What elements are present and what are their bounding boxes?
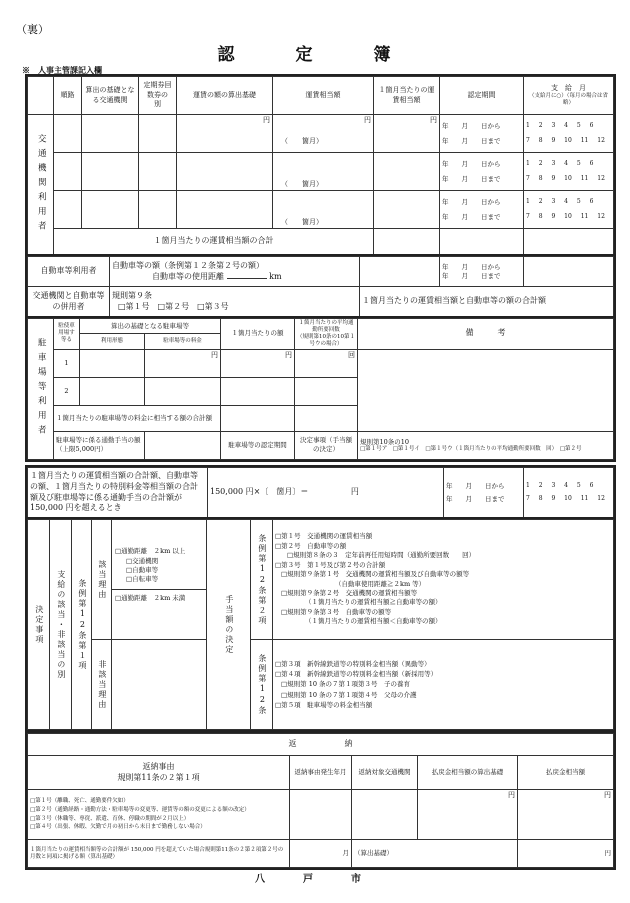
opt-l1: □第１号 交通機関の運賃相当額	[275, 532, 373, 541]
refund-r3: □第３号（休職等、専従、派遣、育休、停職の期間が２月以上）	[30, 815, 190, 822]
pay-calendar	[524, 115, 614, 153]
monthly-header: １箇月当たりの運賃相当額	[374, 77, 440, 115]
period-cell	[440, 153, 524, 191]
car-distance-label: 自動車等の使用距離	[152, 271, 224, 281]
parking-monthly-header: １箇月当たりの額	[221, 319, 295, 350]
opt-l9: □規則第９条第３号 自動車等の額等	[281, 607, 392, 616]
car-amount-label: 自動車等の額（条例第１２条第２号の額）	[112, 260, 264, 270]
parking-period-label: 駐車場等の認定期間	[221, 431, 295, 459]
page-title: 認 定 簿	[217, 45, 413, 65]
period-to: 年 月 日まで	[442, 212, 501, 221]
parking-decision-label: 決定事項（手当額の決定）	[295, 431, 358, 459]
cal-row1: 1 2 3 4 5 6	[526, 122, 594, 130]
opt-l8: （１箇月当たりの運賃相当額≧自動車等の額）	[305, 598, 442, 607]
cal-row2: 7 8 9 10 11 12	[526, 136, 605, 144]
period-from: 年 月 日から	[442, 121, 501, 130]
option-car: □自動車等	[126, 566, 159, 575]
refund-month: 月	[290, 840, 352, 868]
cal-row1: 1 2 3 4 5 6	[526, 482, 594, 490]
pay-month-label: 支 給 月	[551, 83, 586, 92]
months-paren: （ 箇月）	[281, 217, 323, 226]
refund-amount-header: 払戻金相当額	[518, 756, 614, 790]
option-bicycle: □自転車等	[126, 574, 159, 583]
fare-basis-yen: 円	[177, 115, 273, 153]
opt-l3: □規則第８条の３ 定年前再任用短時間（通勤所要回数 回）	[287, 551, 476, 560]
cal-row2: 7 8 9 10 11 12	[526, 494, 605, 502]
period-from: 年 月 日から	[442, 197, 501, 206]
cap-calc-cell	[208, 468, 444, 518]
refund-date-header: 返納事由発生年月	[290, 756, 352, 790]
parking-avg-sub: （規則第10条の10第１号ウの場合）	[297, 333, 355, 347]
refund-basis-yen: 円	[418, 790, 518, 840]
opt-m2: □第４項 新幹線鉄道等の特別料金相当額（新採用等）	[275, 669, 438, 678]
remarks-header: 備 考	[358, 319, 614, 350]
parking-fee-yen: 円	[145, 349, 221, 377]
refund-amount-yen: 円	[518, 790, 614, 840]
option-transit: □交通機関	[126, 557, 159, 566]
basis-header: 算出の基礎となる交通機関	[82, 77, 139, 115]
combo-rule: 規則第９条	[112, 290, 152, 300]
applicable-reason-label: 該当理由	[92, 520, 112, 640]
parking-table	[27, 318, 614, 460]
pay-month-header	[524, 77, 614, 115]
refund-r4: □第４号（出張、休暇、欠勤で月の初日から末日まで勤務しない場合）	[30, 824, 206, 831]
parking-fee-header: 駐車場等の料金	[145, 334, 221, 349]
combo-options: □第１号 □第２号 □第３号	[118, 301, 229, 311]
transport-table	[27, 76, 614, 255]
pay-calendar	[524, 153, 614, 191]
reverse-side-mark: （裏）	[16, 23, 49, 36]
parking-subtotal-label: １箇月当たりの駐車場等の料金に相当する額の合計額	[54, 405, 221, 431]
opt-l2: □第２号 自動車等の額	[275, 541, 347, 550]
article2-options	[273, 520, 614, 640]
refund-title: 返 納	[28, 734, 614, 756]
cap-table	[27, 467, 614, 518]
cal-row2: 7 8 9 10 11 12	[526, 212, 605, 220]
car-table	[27, 256, 614, 317]
opt-m4: □規則第 10 条の７第１項第４号 父母の介護	[281, 690, 417, 699]
city-name: 八 戸 市	[255, 874, 375, 885]
distance-over: □通勤距離 ２km 以上	[115, 546, 186, 555]
period-cell	[440, 191, 524, 229]
car-amount-cell	[110, 257, 360, 287]
opt-l6: （自動車使用距離≧２km 等）	[335, 579, 426, 588]
months-paren: （ 箇月）	[281, 137, 323, 146]
cal-row2: 7 8 9 10 11 12	[526, 174, 605, 182]
fare-equiv-yen: 円	[364, 116, 371, 124]
parking-use-header: 駐使車用場す等る	[54, 319, 80, 350]
opt-l10: （１箇月当たりの運賃相当額＜自動車等の額）	[305, 617, 442, 626]
refund-over-yen: 円	[518, 840, 614, 868]
applicable-options	[112, 520, 207, 640]
opt-m5: □第５項 駐車場等の料金相当額	[275, 701, 373, 710]
pay-month-sub: （支給月に○）（毎月の場合は省略）	[528, 93, 609, 107]
refund-r2: □第２号（通勤経路・通勤方法・駐車場等の変更等、運賃等の額の変更による額の改定）	[30, 806, 250, 813]
refund-target-header: 返納対象交通機関	[352, 756, 418, 790]
parking-avg-label: １箇月当たりの平均通勤所要回数	[298, 320, 354, 333]
period-to: 年 月 日まで	[442, 136, 501, 145]
car-period-cell	[440, 257, 524, 287]
article3-options	[273, 640, 614, 730]
period-from: 年 月 日から	[442, 262, 501, 271]
fare-total-label: １箇月当たりの運賃相当額の合計	[54, 229, 374, 255]
non-applicable-reason-label: 非該当理由	[92, 640, 112, 730]
article2-label: 条例第12条第２項	[251, 520, 273, 640]
parking-allowance-label: 駐車場等に係る通勤手当の額（上限5,000円）	[54, 431, 145, 459]
refund-over-label: １箇月当たりの運賃相当額等の合計額が 150,000 円を超えていた場合規則第11条の２第２項第２号の月数と同項に掲げる額（算出基礎）	[28, 840, 290, 868]
parking-times: 回	[295, 349, 358, 377]
period-header: 認定期間	[440, 77, 524, 115]
parking-monthly-yen: 円	[221, 349, 295, 377]
cap-calc: 150,000 円×〔 箇月〕＝	[210, 487, 309, 497]
period-cell	[440, 115, 524, 153]
rule10-options: □第１号ア □第１号イ □第１号ウ（１箇月当たりの平均通勤所要回数 回） □第２号	[360, 445, 582, 452]
fare-equiv-cell	[273, 191, 374, 229]
hr-section-note: ※ 人事主管課記入欄	[22, 65, 102, 75]
refund-reason-header	[28, 756, 290, 790]
car-user-label: 自動車等利用者	[28, 257, 110, 287]
cal-row1: 1 2 3 4 5 6	[526, 160, 594, 168]
period-to: 年 月 日まで	[442, 174, 501, 183]
refund-basis-header: 払戻金相当額の算出基礎	[418, 756, 518, 790]
fare-basis-header: 運賃の額の算出基礎	[177, 77, 273, 115]
period-to: 年 月 日まで	[442, 271, 501, 280]
fare-equiv-header: 運賃相当額	[273, 77, 374, 115]
monthly-yen: 円	[374, 115, 440, 153]
refund-table	[27, 733, 614, 868]
km-unit: km	[269, 271, 282, 281]
refund-reason-sub: 規則第11条の２第１項	[117, 772, 200, 782]
parking-row-num: 2	[54, 377, 80, 405]
refund-r1: □第１号（離職、死亡、通勤要件欠如）	[30, 797, 129, 804]
cap-yen: 円	[350, 487, 359, 497]
car-distance-row	[112, 272, 357, 283]
cap-period-cell	[444, 468, 524, 518]
rule10-cell	[358, 431, 614, 459]
combo-user-label: 交通機関と自動車等の併用者	[28, 287, 110, 317]
opt-l5: □規則第９条第１号 交通機関の運賃相当額及び自動車等の額等	[281, 570, 470, 579]
parking-avg-header	[295, 319, 358, 350]
fare-equiv-cell	[273, 115, 374, 153]
eligibility-label: 支給の該当・非該当の別	[50, 520, 72, 730]
parking-side-label: 駐車場等利用者	[28, 319, 54, 460]
refund-reason: 返納事由	[142, 761, 175, 771]
months-paren: （ 箇月）	[281, 179, 323, 188]
amount-decision-label: 手当額の決定	[207, 520, 251, 730]
rule10-label: 規則第10条の10	[360, 437, 410, 446]
ticket-type-header: 定期券回数券の 別	[139, 77, 177, 115]
distance-under: □通勤距離 ２km 未満	[112, 589, 206, 617]
transport-side-label: 交通機関利用者	[28, 115, 54, 255]
opt-l7: □規則第９条第２号 交通機関の運賃相当額等	[281, 588, 418, 597]
parking-form-header: 利用形態	[80, 334, 145, 349]
period-to: 年 月 日まで	[446, 494, 505, 503]
route-header: 順路	[54, 77, 82, 115]
parking-row-num: 1	[54, 349, 80, 377]
refund-calc-basis: （算出基礎）	[352, 840, 518, 868]
opt-m1: □第３項 新幹線鉄道等の特別料金相当額（異動等）	[275, 659, 431, 668]
cal-row1: 1 2 3 4 5 6	[526, 198, 594, 206]
parking-basis-header: 算出の基礎となる駐車場等	[80, 319, 221, 334]
opt-l4: □第３号 第１号及び第２号の合計額	[275, 560, 386, 569]
article-label: 条例第12条第１項	[72, 520, 92, 730]
combo-rule-cell	[110, 287, 360, 317]
decision-table	[27, 519, 614, 730]
cap-condition: １箇月当たりの運賃相当額の合計額、自動車等の額、１箇月当たりの特別料金等相当額の合計額及び駐車場等に係る通勤手当の合計額が 150,000 円を超えるとき	[28, 468, 208, 518]
decision-side-label: 決定事項	[28, 520, 50, 730]
combo-total-label: １箇月当たりの運賃相当額と自動車等の額の合計額	[360, 287, 614, 317]
opt-m3: □規則第 10 条の７第１項第３号 子の養育	[281, 680, 411, 689]
article3-label: 条例第12条	[251, 640, 273, 730]
refund-reasons	[28, 790, 290, 840]
period-from: 年 月 日から	[442, 159, 501, 168]
fare-equiv-cell	[273, 153, 374, 191]
period-from: 年 月 日から	[446, 481, 505, 490]
pay-calendar	[524, 468, 614, 518]
pay-calendar	[524, 191, 614, 229]
